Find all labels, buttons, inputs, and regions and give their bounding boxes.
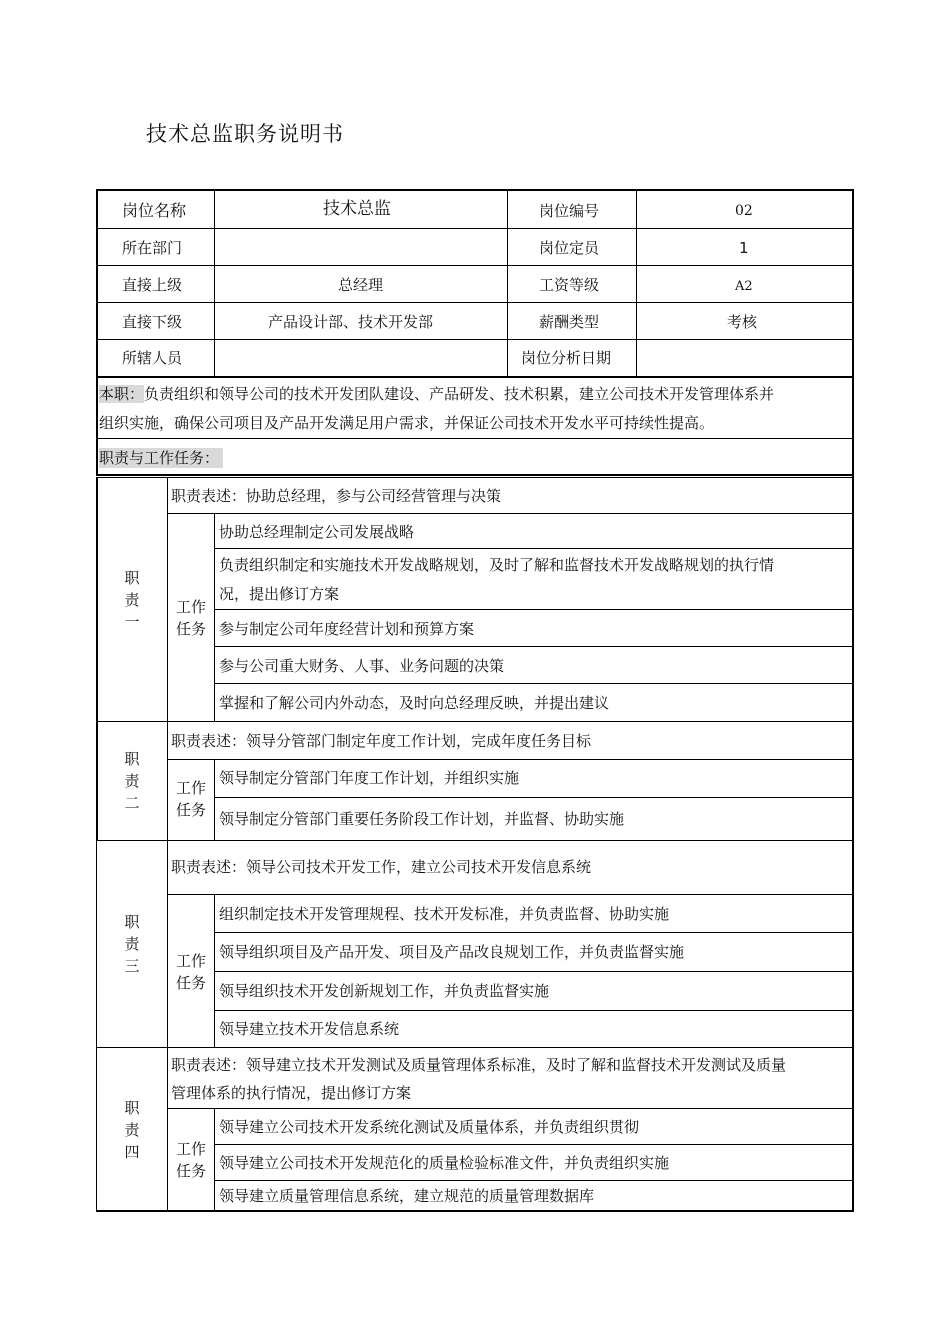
value-position-code: 02 xyxy=(735,203,753,219)
duty-3-label: 职 责 三 xyxy=(124,913,140,975)
label-superior: 直接上级 xyxy=(122,276,183,294)
duty-2-task-2: 领导制定分管部门重要任务阶段工作计划，并监督、协助实施 xyxy=(219,810,625,828)
duty-2-task-label: 工作任务 xyxy=(175,779,206,819)
duty-3-task-3: 领导组织技术开发创新规划工作，并负责监督实施 xyxy=(219,982,550,1000)
duty-3-task-2: 领导组织项目及产品开发、项目及产品改良规划工作，并负责监督实施 xyxy=(219,943,685,961)
benzhi-line-1 xyxy=(99,384,774,404)
label-analysis-date: 岗位分析日期 xyxy=(521,349,612,367)
benzhi-text-1: 负责组织和领导公司的技术开发团队建设、产品研发、技术积累，建立公司技术开发管理体系并 xyxy=(144,385,775,403)
value-headcount: 1 xyxy=(739,239,749,257)
duty-3-task-4: 领导建立技术开发信息系统 xyxy=(219,1020,400,1038)
label-position-code: 岗位编号 xyxy=(539,202,600,220)
label-pay-type: 薪酬类型 xyxy=(539,313,600,331)
duty-4-task-label: 工作任务 xyxy=(175,1140,206,1180)
document-title: 技术总监职务说明书 xyxy=(146,122,344,146)
label-department: 所在部门 xyxy=(122,239,183,257)
duty-1-task-2b: 况，提出修订方案 xyxy=(219,585,340,603)
duty-4-desc-2: 管理体系的执行情况，提出修订方案 xyxy=(171,1084,412,1102)
value-salary-grade: A2 xyxy=(735,279,753,294)
duty-1-task-4: 参与公司重大财务、人事、业务问题的决策 xyxy=(219,657,505,675)
duty-2-label: 职 责 二 xyxy=(124,750,140,812)
duty-1-task-label: 工作任务 xyxy=(175,598,206,638)
duty-4-desc-1: 职责表述：领导建立技术开发测试及质量管理体系标准，及时了解和监督技术开发测试及质量 xyxy=(171,1056,787,1074)
duty-1-desc: 职责表述：协助总经理，参与公司经营管理与决策 xyxy=(171,487,502,505)
label-staff: 所辖人员 xyxy=(122,349,183,367)
duty-2-task-1: 领导制定分管部门年度工作计划，并组织实施 xyxy=(219,769,520,787)
duty-1-label: 职 责 一 xyxy=(124,569,140,631)
duty-3-desc: 职责表述：领导公司技术开发工作，建立公司技术开发信息系统 xyxy=(171,858,592,876)
benzhi-label: 本职： xyxy=(99,385,145,403)
label-headcount: 岗位定员 xyxy=(539,239,600,257)
label-position-name: 岗位名称 xyxy=(122,201,187,220)
duties-header: 职责与工作任务： xyxy=(99,448,223,468)
duty-3-task-1: 组织制定技术开发管理规程、技术开发标准，并负责监督、协助实施 xyxy=(219,905,670,923)
value-pay-type: 考核 xyxy=(727,313,758,331)
label-salary-grade: 工资等级 xyxy=(539,276,600,294)
duty-4-task-1: 领导建立公司技术开发系统化测试及质量体系，并负责组织贯彻 xyxy=(219,1118,640,1136)
benzhi-line-2: 组织实施，确保公司项目及产品开发满足用户需求，并保证公司技术开发水平可持续性提高。 xyxy=(99,414,715,432)
duty-1-task-2a: 负责组织制定和实施技术开发战略规划，及时了解和监督技术开发战略规划的执行情 xyxy=(219,556,775,574)
label-subordinates: 直接下级 xyxy=(122,313,183,331)
value-superior: 总经理 xyxy=(338,276,384,294)
duty-1-task-1: 协助总经理制定公司发展战略 xyxy=(219,523,415,541)
duty-4-task-3: 领导建立质量管理信息系统，建立规范的质量管理数据库 xyxy=(219,1187,595,1205)
duty-4-task-2: 领导建立公司技术开发规范化的质量检验标准文件，并负责组织实施 xyxy=(219,1154,670,1172)
value-subordinates: 产品设计部、技术开发部 xyxy=(268,313,434,331)
duty-3-task-label: 工作任务 xyxy=(175,952,206,992)
duty-1-task-5: 掌握和了解公司内外动态，及时向总经理反映，并提出建议 xyxy=(219,694,610,712)
value-position-name: 技术总监 xyxy=(323,199,391,219)
duty-2-desc: 职责表述：领导分管部门制定年度工作计划，完成年度任务目标 xyxy=(171,732,592,750)
duty-1-task-3: 参与制定公司年度经营计划和预算方案 xyxy=(219,620,475,638)
duty-4-label: 职 责 四 xyxy=(124,1099,140,1161)
